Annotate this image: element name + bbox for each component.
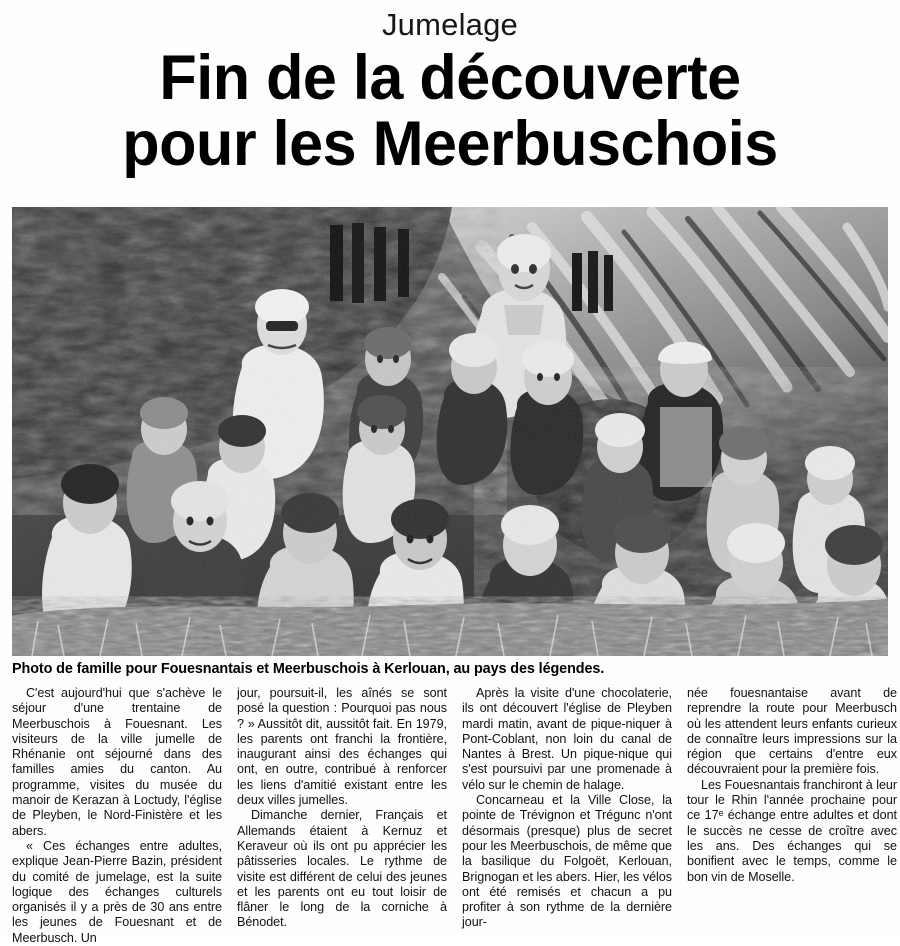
headline-line-1: Fin de la découverte [159, 43, 741, 113]
paragraph: Après la visite d'une chocolaterie, ils ont découvert l'église de Pleyben mardi matin, avant de pique-niquer à Pont-Coblant, non loin du canal de Nantes à Brest. Un pique-nique qui s'est poursuivi par une promenade à vélo sur le chemin de halage. [462, 686, 672, 792]
article-kicker: Jumelage [381, 7, 518, 42]
article-column-4 [687, 686, 897, 936]
article-column-2 [237, 686, 447, 936]
article-body [12, 686, 897, 945]
paragraph: née fouesnantaise avant de reprendre la route pour Meerbusch où les attendent leurs enfants curieux de connaître leurs impressions sur la région que certains d'entre eux découvraient pour la première fois. [687, 686, 897, 777]
paragraph: C'est aujourd'hui que s'achève le séjour d'une trentaine de Meerbuschois à Fouesnant. Les visiteurs de la ville jumelle de Rhénanie ont séjourné dans des familles amies du canton. Au programme, visites du musée du manoir de Kerazan à Loctudy, l'église de Pleyben, le Nord-Finistère et les abers. [12, 686, 222, 838]
paragraph: « Ces échanges entre adultes, explique Jean-Pierre Bazin, président du comité de jumelage, est la suite logique des échanges culturels organisés il y a près de 30 ans entre les jeunes de Fouesnant et de Meerbusch. Un [12, 838, 222, 945]
headline-line-2: pour les Meerbuschois [122, 109, 778, 180]
article-column-3 [462, 686, 672, 936]
photo-caption: Photo de famille pour Fouesnantais et Meerbuschois à Kerlouan, au pays des légendes. [12, 661, 605, 677]
paragraph: Concarneau et la Ville Close, la pointe de Trévignon et Trégunc n'ont désormais (presque) plus de secret pour les Meerbuschois, de même que la basilique du Folgoët, Kerlouan, Brignogan et les abers. Hier, les vélos ont été remisés et chacun a pu profiter à son rythme de la dernière jour- [462, 793, 672, 930]
paragraph: jour, poursuit-il, les aînés se sont posé la question : Pourquoi pas nous ? » Aussitôt dit, aussitôt fait. En 1979, les parents ont franchi la frontière, inaugurant ainsi des échanges qui ont, en outre, contribué à renforcer les liens d'amitié existant entre les deux villes jumelles. [237, 686, 447, 808]
page-title [0, 43, 900, 180]
paragraph: Les Fouesnantais franchiront à leur tour le Rhin l'année prochaine pour ce 17ᵉ échange entre adultes et dont le succès ne cesse de croître avec les ans. Des échanges qui se bonifient avec le temps, comme le bon vin de Moselle. [687, 777, 897, 884]
article-photo [12, 207, 888, 656]
paragraph: Dimanche dernier, Français et Allemands étaient à Kernuz et Keraveur où ils ont pu apprécier les pâtisseries locales. Le rythme de visite est différent de celui des jeunes et les parents ont eu tout loisir de flâner le long de la corniche à Bénodet. [237, 808, 447, 930]
article-column-1 [12, 686, 222, 945]
group-photo-image [12, 207, 888, 656]
